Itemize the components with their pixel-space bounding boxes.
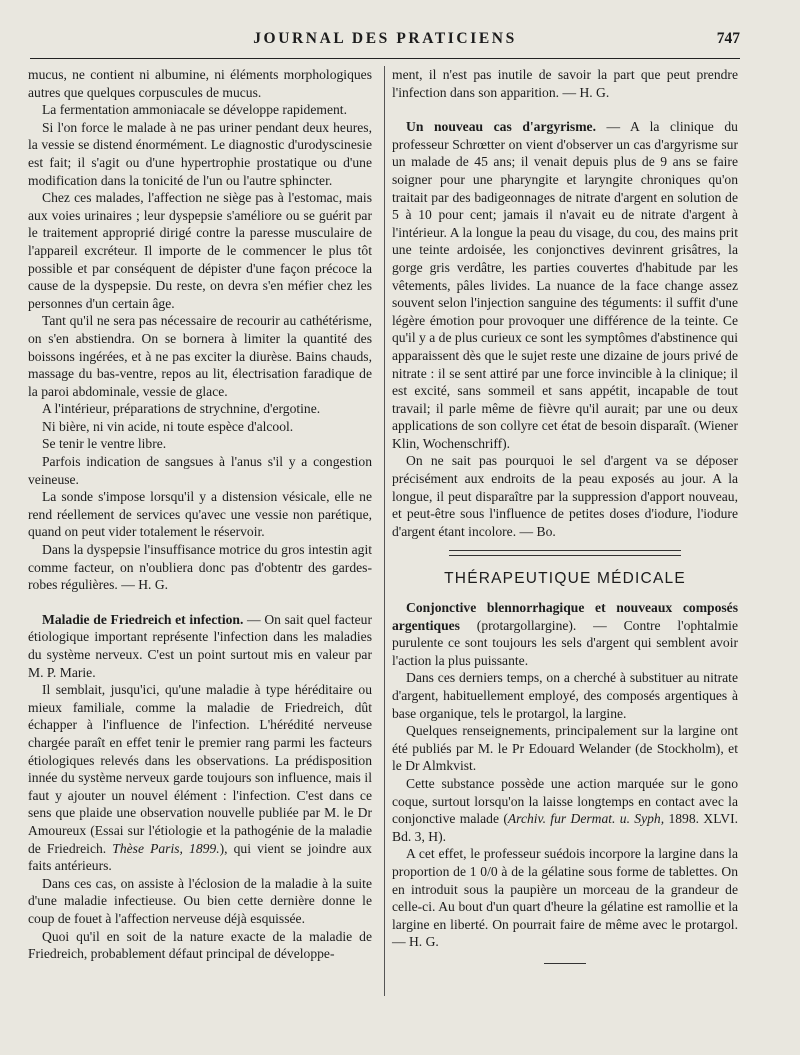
paragraph: [28, 312, 372, 400]
paragraph: [28, 488, 372, 541]
article-separator: [28, 594, 372, 611]
paragraph: [28, 541, 372, 594]
paragraph: [392, 669, 738, 722]
left-column: [28, 66, 372, 963]
paragraph: [28, 681, 372, 875]
paragraph-text: — A la clinique du professeur Schrœtter on vient d'observer un cas d'argyrisme sur un malade de 45 ans; il venait depuis plus de 9 ans se faire soigner pour une pharyngite et laryngite chroniques qu'on traitait par des badigeonnages de nitrate d'argent en solution de 5 à 10 pour cent; jamais il n'avait eu de nitrate d'argent à l'intérieur. A la longue la peau du visage, du cou, des mains prit une teinte ardoisée, les conjonctives devinrent grisâtres, la gorge gris verdâtre, les parties couvertes d'habitude par les vêtements, pâles livides. La nuance de la face change assez souvent selon l'injection sanguine des téguments: il suffit d'une légère émotion pour provoquer une différence de la teinte. Ce qu'il y a de plus curieux ce sont les symptômes d'abstinence qui apparaissent dès que le sujet reste une dizaine de jours privé de nitrate : il se sent attiré par une force invincible à la clinique; il est excité, sans sommeil et sans appétit, incapable de tout travail; il parle même de fièvre qu'il aurait; par une ou deux applications de son collyre cet état de besoin disparaît. (Wiener Klin, Wochenschriff).: [392, 119, 738, 451]
running-head: [30, 30, 740, 52]
paragraph-text: Si l'on force le malade à ne pas uriner pendant deux heures, la vessie se distend énormément. Le diagnostic d'urodyscinesie est fait; il s'agit ou d'une hypertrophie prostatique ou d'une modification dans la tonicité de l'un ou l'autre sphincter.: [28, 119, 372, 188]
column-divider: [384, 66, 385, 996]
article-separator: [392, 101, 738, 118]
citation-italic: Archiv. fur Dermat. u. Syph,: [507, 811, 665, 827]
paragraph-text: On ne sait pas pourquoi le sel d'argent va se déposer précisément aux endroits de la peau exposés au jour. A la longue, il peut disparaître par la suppression d'apport nouveau, et peut-être sous l'influence de petites doses d'iodure, l'iodure d'argent étant incolore. — Bo.: [392, 453, 738, 539]
paragraph-text: Cette substance possède une action marquée sur le gono coque, surtout lorsqu'on la laisse longtemps en contact avec la conjonctive malade (: [392, 775, 738, 827]
paragraph-text: (protargollargine). — Contre l'ophtalmie purulente ce sont toujours les sels d'argent qui semblent avoir l'action la plus puissante.: [392, 617, 738, 668]
paragraph: [28, 453, 372, 488]
paragraph: [392, 118, 738, 452]
paragraph: [28, 66, 372, 101]
right-column: [392, 66, 738, 964]
paragraph-text: Quelques renseignements, principalement sur la largine ont été publiés par M. le Pr Edouard Welander (de Stockholm), et le Dr Almkvist.: [392, 723, 738, 774]
paragraph-text: Se tenir le ventre libre.: [42, 436, 167, 452]
paragraph: [28, 418, 372, 436]
paragraph-text: Parfois indication de sangsues à l'anus s'il y a congestion veineuse.: [28, 454, 372, 487]
paragraph-text: ), qui vient se joindre aux faits antérieurs.: [28, 840, 372, 874]
paragraph: [28, 101, 372, 119]
paragraph-text: Dans la dyspepsie l'insuffisance motrice du gros intestin agit comme facteur, on n'oubliera donc pas d'obtentr des gardes-robes régulières. — H. G.: [28, 542, 372, 593]
paragraph: [28, 189, 372, 312]
end-rule: [544, 963, 586, 964]
citation-italic: Thèse Paris, 1899.: [106, 840, 220, 856]
section-double-rule: [449, 550, 681, 556]
page-number: 747: [716, 30, 740, 47]
article-run-in-title: Un nouveau cas d'argyrisme.: [406, 119, 596, 135]
paragraph-text: 1898. XLVI. Bd. 3, H).: [392, 811, 738, 844]
paragraph: [28, 400, 372, 418]
paragraph-text: — On sait quel facteur étiologique important représente l'infection dans les maladies du système nerveux. C'est un point surtout mis en valeur par M. P. Marie.: [28, 611, 372, 680]
paragraph: [28, 928, 372, 963]
paragraph-text: Dans ces cas, on assiste à l'éclosion de la maladie à la suite d'une maladie infectieuse. Ou bien cette dernière donne le coup de fouet à l'affection nerveuse déjà esquissée.: [28, 875, 372, 926]
paragraph-text: Tant qu'il ne sera pas nécessaire de recourir au cathétérisme, on s'en abstiendra. On se bornera à limiter la quantité des boissons ingérées, et à ne pas exciter la diurèse. Bains chauds, massage du bas-ventre, repos au lit, électrisation faradique de la paroi abdominale, vessie de glace.: [28, 313, 372, 399]
paragraph-text: Chez ces malades, l'affection ne siège pas à l'estomac, mais aux voies urinaires ; leur dyspepsie s'améliore ou se guérit par le traitement approprié dirigé contre la paresse musculaire de l'appareil excréteur. Il importe de le commencer le plus tôt possible et par conséquent de dépister d'une façon précoce la cause de la dyspepsie. Du reste, on devra s'en méfier chez les personnes d'un certain âge.: [28, 190, 372, 311]
paragraph: [28, 435, 372, 453]
paragraph-text: ment, il n'est pas inutile de savoir la part que peut prendre l'infection dans son apparition. — H. G.: [392, 67, 738, 100]
paragraph: [28, 611, 372, 681]
section-title: THÉRAPEUTIQUE MÉDICALE: [444, 570, 686, 588]
paragraph-text: Quoi qu'il en soit de la nature exacte de la maladie de Friedreich, probablement défaut principal de développe-: [28, 928, 372, 962]
header-rule: [30, 58, 740, 59]
paragraph: [392, 845, 738, 951]
paragraph-text: Ni bière, ni vin acide, ni toute espèce d'alcool.: [42, 418, 294, 434]
journal-title: JOURNAL DES PRATICIENS: [253, 30, 517, 47]
paragraph-text: mucus, ne contient ni albumine, ni éléments morphologiques autres que quelques corpuscules de mucus.: [28, 67, 372, 100]
article-run-in-title: Conjonctive blennorrhagique et nouveaux composés argentiques: [392, 600, 738, 633]
paragraph-text: A l'intérieur, préparations de strychnine, d'ergotine.: [42, 401, 321, 417]
article-run-in-title: Maladie de Friedreich et infection.: [42, 611, 244, 627]
paragraph-text: La fermentation ammoniacale se développe rapidement.: [42, 102, 347, 118]
paragraph-text: Dans ces derniers temps, on a cherché à substituer au nitrate d'argent, habituellement employé, des composés argentiques à base organique, tels le protargol, la largine.: [392, 670, 738, 721]
paragraph: [28, 119, 372, 189]
paragraph: [392, 775, 738, 845]
paragraph: [392, 599, 738, 669]
paragraph-text: La sonde s'impose lorsqu'il y a distension vésicale, elle ne rend réellement de services qu'avec une vessie non parétique, quand on peut vider totalement le réservoir.: [28, 489, 372, 540]
paragraph: [28, 875, 372, 928]
paragraph: [392, 722, 738, 775]
paragraph: [392, 66, 738, 101]
paragraph-text: Il semblait, jusqu'ici, qu'une maladie à type héréditaire ou mieux familiale, comme la maladie de Friedreich, dût échapper à l'influence de l'infection. L'hérédité nerveuse chargée paraît en effet tenir le premier rang parmi les facteurs étiologiques relevés dans les observations. La prédisposition innée du système nerveux garde toujours son influence, mais il faut y ajouter un nouvel élément : l'infection. C'est dans ce sens que plaide une observation nouvelle publiée par M. le Dr Amoureux (Essai sur l'étiologie et la pathogénie de la maladie de Friedreich.: [28, 682, 372, 856]
paragraph-text: A cet effet, le professeur suédois incorpore la largine dans la proportion de 1 0/0 à de la gélatine sous forme de tablettes. On en introduit sous la paupière un morceau de la grandeur de celle-ci. Au bout d'un quart d'heure la gélatine est ramollie et la largine en liberté. On pourrait faire de même avec le protargol. — H. G.: [392, 846, 738, 950]
paragraph: [392, 452, 738, 540]
